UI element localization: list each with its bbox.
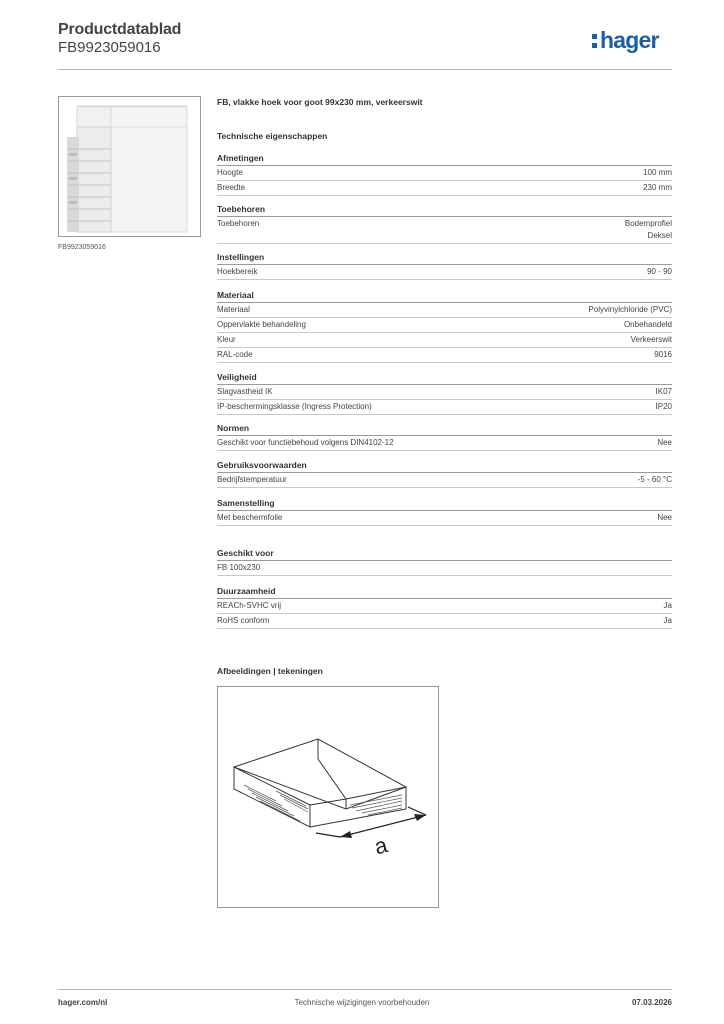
product-title: FB, vlakke hoek voor goot 99x230 mm, verkeerswit — [217, 97, 423, 107]
spec-label: Hoekbereik — [217, 267, 258, 276]
spec-value-line: Ja — [663, 616, 672, 625]
spec-label: Breedte — [217, 183, 246, 192]
spec-value — [647, 266, 672, 278]
spec-row — [217, 614, 672, 629]
spec-value — [656, 386, 672, 398]
spec-label: Geschikt voor functiebehoud volgens DIN4102-12 — [217, 438, 394, 447]
spec-row — [217, 318, 672, 333]
document-title: Productdatablad — [58, 21, 182, 38]
spec-label: Kleur — [217, 335, 236, 344]
spec-value — [643, 182, 672, 194]
spec-row — [217, 181, 672, 196]
hager-logo[interactable] — [592, 27, 659, 54]
spec-value-line: 9016 — [654, 350, 672, 359]
spec-label: RoHS conform — [217, 616, 270, 625]
spec-value-line: Nee — [657, 513, 672, 522]
spec-label: Materiaal — [217, 305, 250, 314]
spec-group-title: Geschikt voor — [217, 546, 672, 561]
footer-website-link[interactable]: hager.com/nl — [58, 998, 108, 1007]
spec-label: Met beschermfolie — [217, 513, 283, 522]
spec-group — [217, 370, 672, 415]
spec-group — [217, 421, 672, 451]
spec-groups — [217, 151, 672, 629]
spec-value — [624, 319, 672, 331]
spec-value-line: IK07 — [655, 387, 672, 396]
spec-row — [217, 436, 672, 451]
spec-row — [217, 348, 672, 363]
spec-value — [656, 401, 672, 413]
spec-row — [217, 385, 672, 400]
spec-value — [643, 167, 672, 179]
spec-row — [217, 166, 672, 181]
spec-value — [664, 600, 672, 612]
footer-date: 07.03.2026 — [631, 998, 672, 1007]
specifications — [217, 95, 672, 629]
spec-group-title: Instellingen — [217, 250, 672, 265]
spec-label: FB 100x230 — [217, 563, 261, 572]
spec-value — [654, 349, 672, 361]
logo-dots-icon — [592, 34, 597, 48]
spec-value — [657, 437, 672, 449]
spec-row — [217, 333, 672, 348]
spec-label: Slagvastheid IK — [217, 387, 273, 396]
spec-group — [217, 250, 672, 280]
spec-value-line: Verkeerswit — [630, 335, 672, 344]
dimension-a-label: a — [371, 832, 390, 860]
spec-value-line: 100 mm — [643, 168, 672, 177]
drawings-heading: Afbeeldingen | tekeningen — [217, 666, 323, 676]
spec-group-title: Afmetingen — [217, 151, 672, 166]
document-code: FB9923059016 — [58, 39, 161, 56]
spec-value-line: 230 mm — [643, 183, 672, 192]
spec-group — [217, 496, 672, 526]
spec-row — [217, 303, 672, 318]
spec-group — [217, 584, 672, 629]
spec-row — [217, 400, 672, 415]
spec-group-title: Gebruiksvoorwaarden — [217, 458, 672, 473]
spec-group — [217, 151, 672, 196]
spec-value-line: Nee — [657, 438, 672, 447]
spec-row — [217, 265, 672, 280]
spec-value-line: Ja — [663, 601, 672, 610]
spec-group — [217, 546, 672, 576]
spec-value-line: -5 - 60 °C — [637, 475, 672, 484]
spec-value-line: Deksel — [647, 231, 672, 240]
spec-group-title: Veiligheid — [217, 370, 672, 385]
spec-label: IP-beschermingsklasse (Ingress Protection) — [217, 402, 372, 411]
spec-label: RAL-code — [217, 350, 253, 359]
spec-row — [217, 217, 672, 244]
spec-value-line: IP20 — [655, 402, 672, 411]
spec-group-title: Materiaal — [217, 288, 672, 303]
spec-value-line: Bodemprofiel — [624, 219, 672, 228]
spec-group — [217, 202, 672, 244]
spec-label: Hoogte — [217, 168, 243, 177]
spec-group — [217, 288, 672, 363]
spec-label: Oppervlakte behandeling — [217, 320, 306, 329]
spec-value — [625, 218, 672, 242]
corner-drawing-svg — [218, 687, 438, 907]
spec-group-title: Toebehoren — [217, 202, 672, 217]
spec-group — [217, 458, 672, 488]
spec-value — [657, 512, 672, 524]
spec-group-title: Normen — [217, 421, 672, 436]
spec-value — [638, 474, 672, 486]
spec-label: Toebehoren — [217, 219, 260, 228]
spec-value — [588, 304, 672, 316]
photo-caption: FB9923059016 — [58, 244, 106, 251]
spec-label: REACh-SVHC vrij — [217, 601, 282, 610]
spec-row — [217, 511, 672, 526]
cable-duct-corner-image — [59, 97, 200, 236]
spec-label: Bedrijfstemperatuur — [217, 475, 287, 484]
spec-value-line: Onbehandeld — [623, 320, 672, 329]
spec-value-line: 90 - 90 — [647, 267, 672, 276]
spec-value — [631, 334, 672, 346]
technical-drawing — [217, 686, 439, 908]
footer-divider — [58, 989, 672, 990]
product-photo — [58, 96, 201, 237]
footer-disclaimer: Technische wijzigingen voorbehouden — [294, 998, 430, 1007]
header-divider — [58, 69, 672, 70]
spec-group-title: Samenstelling — [217, 496, 672, 511]
spec-row — [217, 561, 672, 576]
logo-text: hager — [600, 27, 659, 53]
spec-value — [664, 615, 672, 627]
spec-row — [217, 473, 672, 488]
spec-value-line: Polyvinylchloride (PVC) — [588, 305, 672, 314]
spec-row — [217, 599, 672, 614]
tech-properties-heading: Technische eigenschappen — [217, 131, 328, 141]
spec-group-title: Duurzaamheid — [217, 584, 672, 599]
